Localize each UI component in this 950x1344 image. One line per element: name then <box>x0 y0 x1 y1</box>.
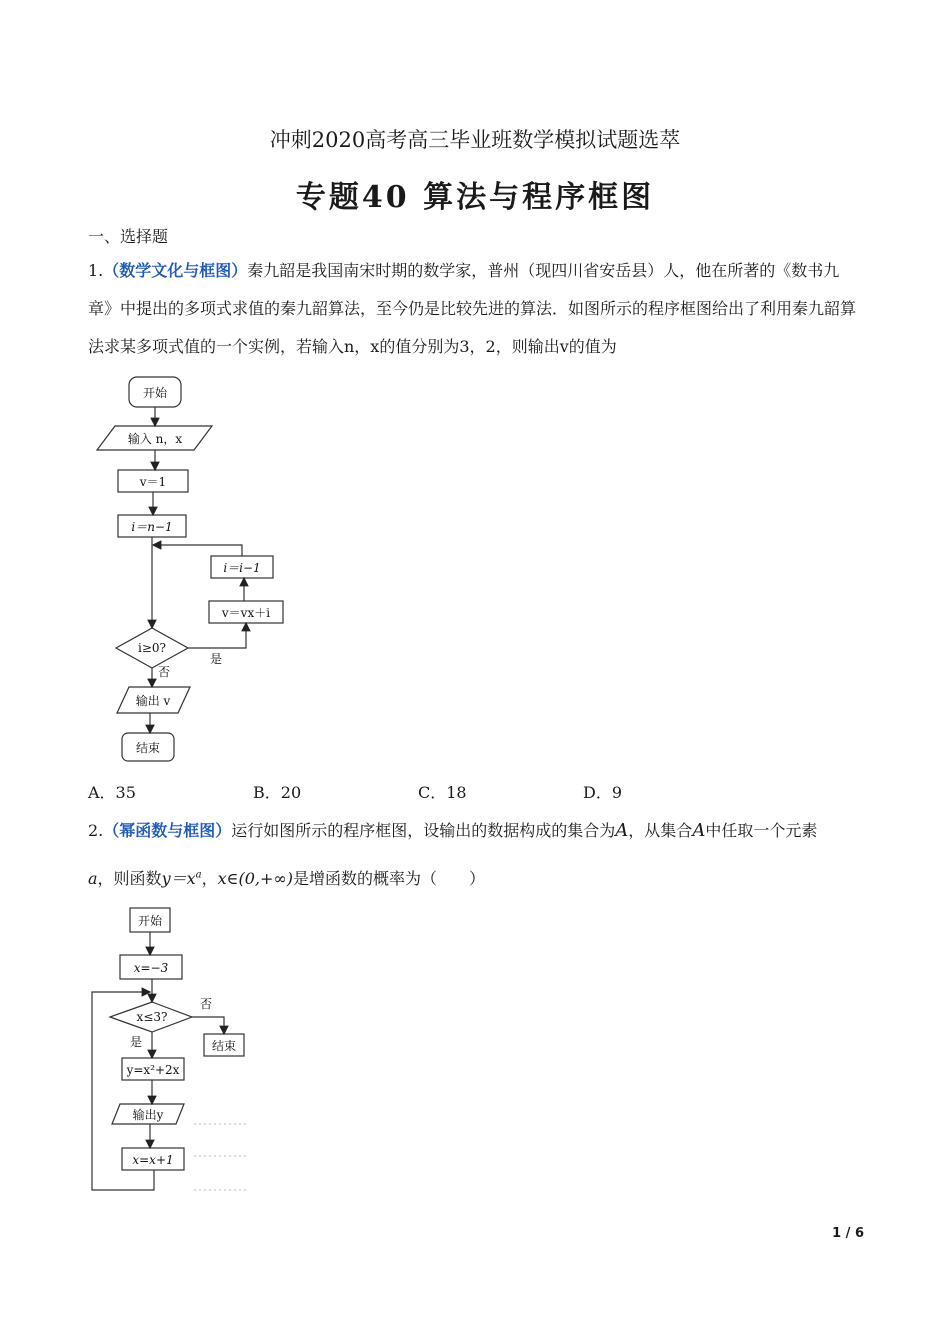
flow2-calc-label: y=x²+2x <box>126 1063 180 1077</box>
flow1-cond-label: i≥0? <box>138 641 166 655</box>
flow2-start-label: 开始 <box>137 914 163 928</box>
flow2-yes-label: 是 <box>129 1035 143 1049</box>
flow1-i1-label: i＝n−1 <box>131 520 173 534</box>
question-2-line-2 <box>88 866 485 889</box>
flow1-yes-label: 是 <box>209 652 223 666</box>
domain-expr: x∈(0,+∞) <box>217 869 293 888</box>
question-2-line-1 <box>88 818 817 841</box>
page-number: 1 / 6 <box>832 1226 864 1241</box>
flow2-inc-label: x=x+1 <box>132 1153 174 1167</box>
flow1-dec-label: i＝i−1 <box>223 561 261 575</box>
function-exponent: a <box>195 869 202 881</box>
page-subtitle: 冲刺2020高考高三毕业班数学模拟试题选萃 <box>269 128 681 152</box>
question-1-tag: （数学文化与框图） <box>103 261 248 280</box>
question-2-text-4: ，则函数 <box>97 869 162 888</box>
option-c: C．18 <box>418 783 467 802</box>
option-a: A．35 <box>88 783 136 802</box>
flow2-output-label: 输出y <box>132 1108 164 1122</box>
flow1-v1-label: v＝1 <box>139 475 167 489</box>
flow2-no-label: 否 <box>199 997 213 1011</box>
question-1-text: 秦九韶是我国南宋时期的数学家，普州（现四川省安岳县）人，他在所著的《数书九章》中提出的多项式求值的秦九韶算法，至今仍是比较先进的算法．如图所示的程序框图给出了利用秦九韶算法求某多项式值的一个实例，若输入n，x的值分别为3，2，则输出v的值为 <box>88 261 857 356</box>
question-1 <box>88 252 863 366</box>
question-2-text-6: 是增函数的概率为（ ） <box>292 869 485 888</box>
option-b: B．20 <box>253 783 302 802</box>
question-2-text-5: ， <box>201 869 218 888</box>
question-1-number: 1. <box>88 261 104 280</box>
function-expr: y＝x <box>161 869 196 888</box>
section-heading: 一、选择题 <box>88 227 169 246</box>
page-title: 专题40 算法与程序框图 <box>295 180 655 215</box>
var-a: a <box>88 869 98 888</box>
flowchart-2 <box>82 900 252 1200</box>
option-d: D．9 <box>583 783 623 802</box>
flow1-end-label: 结束 <box>135 741 161 755</box>
flowchart-1 <box>80 365 310 770</box>
set-a: A <box>615 820 629 841</box>
flow2-init-label: x=−3 <box>133 961 169 975</box>
flow2-end-label: 结束 <box>211 1039 237 1053</box>
question-2-tag: （幂函数与框图） <box>103 821 232 840</box>
flow1-output-label: 输出 v <box>135 694 171 708</box>
flow1-upd-label: v＝vx＋i <box>221 606 271 620</box>
set-a-2: A <box>692 820 706 841</box>
question-2-text-1: 运行如图所示的程序框图，设输出的数据构成的集合为 <box>231 821 616 840</box>
question-2-text-2: ，从集合 <box>628 821 693 840</box>
flow1-start-label: 开始 <box>142 386 168 400</box>
question-2-number: 2. <box>88 821 104 840</box>
question-2-text-3: 中任取一个元素 <box>705 821 818 840</box>
flow2-cond-label: x≤3? <box>136 1010 168 1024</box>
flow1-input-label: 输入 n，x <box>127 432 183 446</box>
flow1-no-label: 否 <box>157 665 171 679</box>
